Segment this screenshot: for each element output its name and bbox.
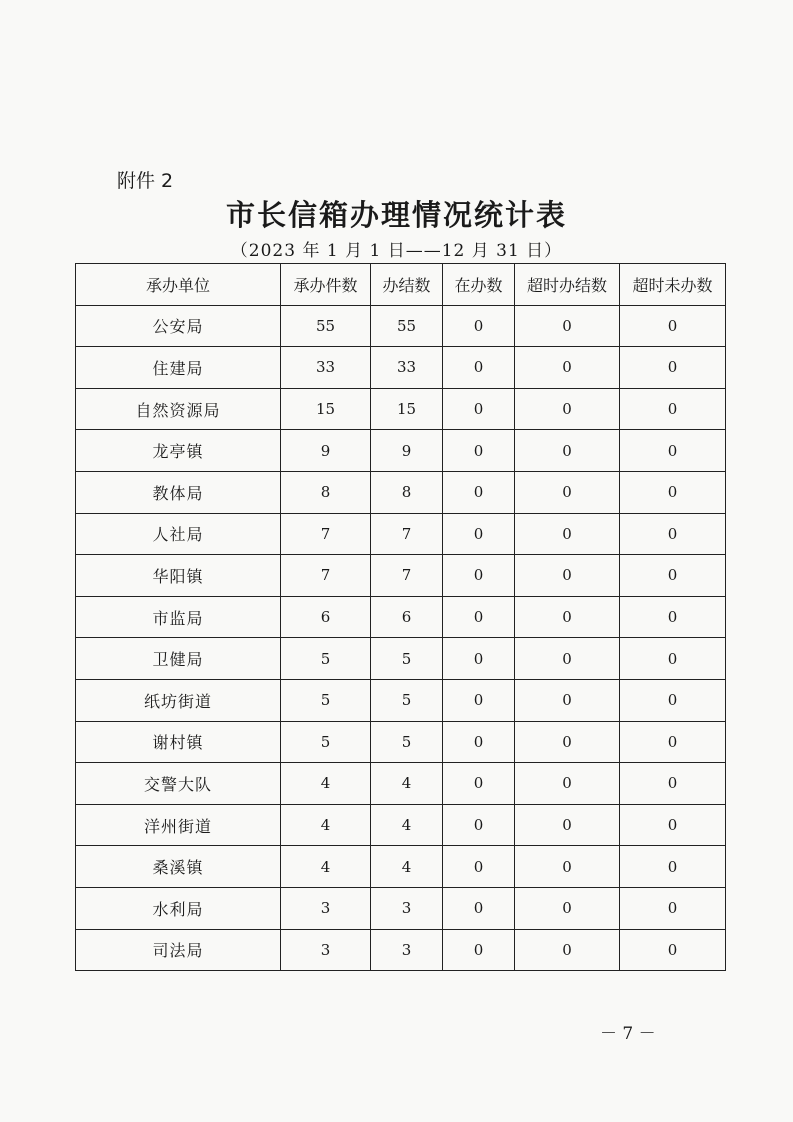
handled-count-cell: 9 — [281, 430, 371, 472]
handled-count-cell: 8 — [281, 471, 371, 513]
handled-count-cell: 33 — [281, 347, 371, 389]
overdue-pending-cell: 0 — [620, 555, 726, 597]
overdue-pending-cell: 0 — [620, 388, 726, 430]
completed-count-cell: 4 — [371, 804, 443, 846]
in-progress-count-cell: 0 — [443, 763, 515, 805]
handled-count-cell: 7 — [281, 513, 371, 555]
handled-count-cell: 15 — [281, 388, 371, 430]
table-row — [76, 929, 726, 971]
overdue-pending-cell: 0 — [620, 305, 726, 347]
unit-cell: 龙亭镇 — [76, 430, 281, 472]
overdue-pending-cell: 0 — [620, 471, 726, 513]
table-body — [76, 305, 726, 971]
handled-count-cell: 5 — [281, 679, 371, 721]
completed-count-cell: 55 — [371, 305, 443, 347]
overdue-completed-cell: 0 — [515, 763, 620, 805]
table-row — [76, 555, 726, 597]
document-subtitle: （2023 年 1 月 1 日——12 月 31 日） — [230, 241, 563, 261]
handled-count-cell: 55 — [281, 305, 371, 347]
completed-count-cell: 4 — [371, 763, 443, 805]
page-number: － 7 － — [600, 1024, 656, 1044]
overdue-completed-cell: 0 — [515, 804, 620, 846]
in-progress-count-cell: 0 — [443, 347, 515, 389]
table-row — [76, 804, 726, 846]
unit-cell: 人社局 — [76, 513, 281, 555]
table-row — [76, 430, 726, 472]
unit-cell: 华阳镇 — [76, 555, 281, 597]
completed-count-cell: 6 — [371, 596, 443, 638]
in-progress-count-cell: 0 — [443, 679, 515, 721]
unit-cell: 纸坊街道 — [76, 679, 281, 721]
unit-cell: 交警大队 — [76, 763, 281, 805]
handled-count-cell: 3 — [281, 887, 371, 929]
in-progress-count-cell: 0 — [443, 555, 515, 597]
table-row — [76, 388, 726, 430]
completed-count-cell: 5 — [371, 721, 443, 763]
unit-cell: 卫健局 — [76, 638, 281, 680]
handled-count-cell: 4 — [281, 763, 371, 805]
overdue-completed-cell: 0 — [515, 887, 620, 929]
in-progress-count-cell: 0 — [443, 388, 515, 430]
overdue-pending-cell: 0 — [620, 638, 726, 680]
overdue-pending-cell: 0 — [620, 347, 726, 389]
overdue-completed-cell: 0 — [515, 721, 620, 763]
document-title: 市长信箱办理情况统计表 — [225, 198, 567, 232]
in-progress-count-cell: 0 — [443, 846, 515, 888]
completed-count-cell: 33 — [371, 347, 443, 389]
table-row — [76, 471, 726, 513]
header-overdue-pending: 超时未办数 — [620, 264, 726, 306]
overdue-pending-cell: 0 — [620, 887, 726, 929]
handled-count-cell: 6 — [281, 596, 371, 638]
overdue-pending-cell: 0 — [620, 846, 726, 888]
completed-count-cell: 15 — [371, 388, 443, 430]
overdue-pending-cell: 0 — [620, 430, 726, 472]
header-unit: 承办单位 — [76, 264, 281, 306]
overdue-completed-cell: 0 — [515, 388, 620, 430]
in-progress-count-cell: 0 — [443, 804, 515, 846]
in-progress-count-cell: 0 — [443, 638, 515, 680]
header-completed: 办结数 — [371, 264, 443, 306]
attachment-label: 附件 2 — [117, 170, 174, 192]
overdue-pending-cell: 0 — [620, 721, 726, 763]
completed-count-cell: 7 — [371, 555, 443, 597]
overdue-completed-cell: 0 — [515, 679, 620, 721]
table-row — [76, 887, 726, 929]
table-row — [76, 347, 726, 389]
overdue-pending-cell: 0 — [620, 513, 726, 555]
completed-count-cell: 9 — [371, 430, 443, 472]
handled-count-cell: 5 — [281, 638, 371, 680]
overdue-pending-cell: 0 — [620, 804, 726, 846]
unit-cell: 公安局 — [76, 305, 281, 347]
in-progress-count-cell: 0 — [443, 471, 515, 513]
handled-count-cell: 5 — [281, 721, 371, 763]
unit-cell: 自然资源局 — [76, 388, 281, 430]
in-progress-count-cell: 0 — [443, 513, 515, 555]
overdue-completed-cell: 0 — [515, 638, 620, 680]
overdue-completed-cell: 0 — [515, 596, 620, 638]
overdue-pending-cell: 0 — [620, 679, 726, 721]
overdue-completed-cell: 0 — [515, 513, 620, 555]
completed-count-cell: 4 — [371, 846, 443, 888]
overdue-completed-cell: 0 — [515, 555, 620, 597]
handled-count-cell: 7 — [281, 555, 371, 597]
unit-cell: 谢村镇 — [76, 721, 281, 763]
header-handled: 承办件数 — [281, 264, 371, 306]
header-in-progress: 在办数 — [443, 264, 515, 306]
handled-count-cell: 4 — [281, 804, 371, 846]
statistics-table — [75, 263, 726, 971]
handled-count-cell: 3 — [281, 929, 371, 971]
in-progress-count-cell: 0 — [443, 596, 515, 638]
table-row — [76, 305, 726, 347]
completed-count-cell: 3 — [371, 929, 443, 971]
unit-cell: 住建局 — [76, 347, 281, 389]
header-overdue-completed: 超时办结数 — [515, 264, 620, 306]
in-progress-count-cell: 0 — [443, 305, 515, 347]
table-row — [76, 846, 726, 888]
in-progress-count-cell: 0 — [443, 721, 515, 763]
overdue-pending-cell: 0 — [620, 596, 726, 638]
completed-count-cell: 8 — [371, 471, 443, 513]
in-progress-count-cell: 0 — [443, 430, 515, 472]
overdue-completed-cell: 0 — [515, 929, 620, 971]
completed-count-cell: 7 — [371, 513, 443, 555]
table-row — [76, 721, 726, 763]
in-progress-count-cell: 0 — [443, 887, 515, 929]
table-row — [76, 596, 726, 638]
unit-cell: 桑溪镇 — [76, 846, 281, 888]
table-row — [76, 679, 726, 721]
table-row — [76, 763, 726, 805]
table-row — [76, 513, 726, 555]
completed-count-cell: 3 — [371, 887, 443, 929]
overdue-completed-cell: 0 — [515, 305, 620, 347]
unit-cell: 洋州街道 — [76, 804, 281, 846]
in-progress-count-cell: 0 — [443, 929, 515, 971]
completed-count-cell: 5 — [371, 679, 443, 721]
unit-cell: 司法局 — [76, 929, 281, 971]
overdue-completed-cell: 0 — [515, 846, 620, 888]
completed-count-cell: 5 — [371, 638, 443, 680]
table-header-row — [76, 264, 726, 306]
unit-cell: 市监局 — [76, 596, 281, 638]
handled-count-cell: 4 — [281, 846, 371, 888]
overdue-completed-cell: 0 — [515, 347, 620, 389]
overdue-pending-cell: 0 — [620, 763, 726, 805]
overdue-completed-cell: 0 — [515, 430, 620, 472]
overdue-pending-cell: 0 — [620, 929, 726, 971]
table-row — [76, 638, 726, 680]
unit-cell: 水利局 — [76, 887, 281, 929]
unit-cell: 教体局 — [76, 471, 281, 513]
overdue-completed-cell: 0 — [515, 471, 620, 513]
